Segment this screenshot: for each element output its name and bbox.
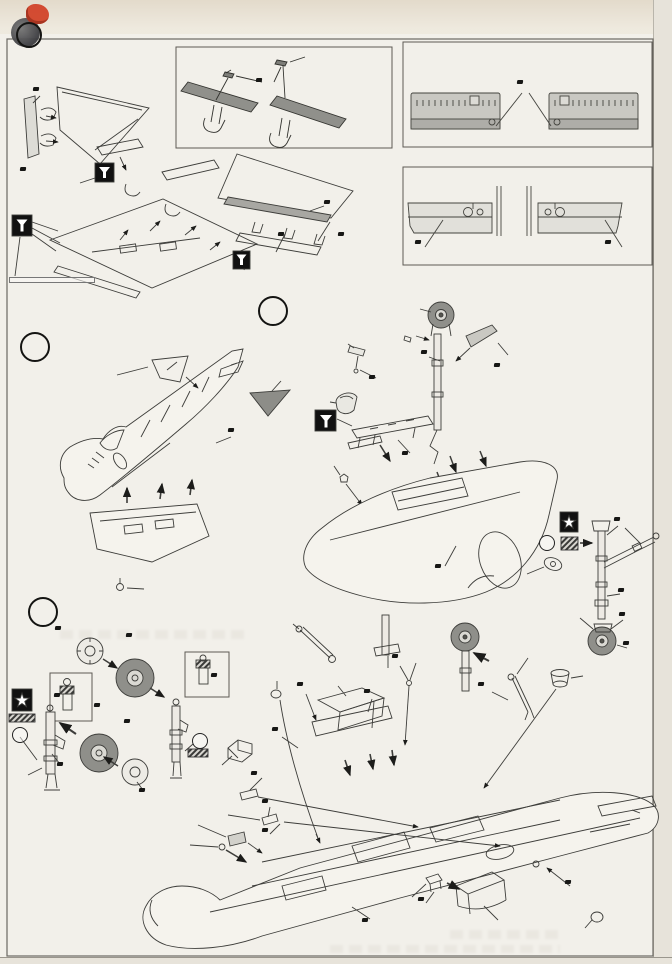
paint-badge-8 xyxy=(211,673,218,677)
paint-badge-316 xyxy=(619,612,626,616)
paint-badge-316 xyxy=(418,897,425,901)
drill-icon xyxy=(233,251,250,269)
paint-badge-316 xyxy=(228,428,235,432)
option-circle-18 xyxy=(12,727,28,743)
drill-icon xyxy=(315,410,336,431)
paint-badge-316 xyxy=(614,517,621,521)
frame-boxes xyxy=(50,42,652,721)
paint-badge-8 xyxy=(618,588,625,592)
paint-badge-316 xyxy=(262,828,269,832)
paint-badge-316 xyxy=(55,626,62,630)
star-icon xyxy=(12,689,32,711)
paint-badge-327 xyxy=(517,80,524,84)
paint-badge-316 xyxy=(124,719,131,723)
paint-badge-137 xyxy=(126,633,133,637)
paint-badge-316 xyxy=(402,451,409,455)
paint-badge-137 xyxy=(94,703,101,707)
paint-badge-316 xyxy=(362,918,369,922)
paint-badge-8 xyxy=(297,682,304,686)
paint-badge-316 xyxy=(415,240,422,244)
drill-note-box xyxy=(9,277,95,283)
step-8-number xyxy=(258,296,288,326)
paint-badge-327 xyxy=(33,87,40,91)
step9-art xyxy=(9,615,658,948)
paint-badge-316 xyxy=(251,771,258,775)
paint-badge-137 xyxy=(623,641,630,645)
paint-badge-8 xyxy=(54,693,61,697)
step-7-number xyxy=(20,332,50,362)
paint-badge-327 xyxy=(20,167,27,171)
paint-badge-316 xyxy=(272,727,279,731)
step-9-number xyxy=(28,597,58,627)
drill-icon xyxy=(12,215,32,236)
paint-badge-316 xyxy=(494,363,501,367)
paint-badge-327 xyxy=(278,232,285,236)
paint-badge-316 xyxy=(605,240,612,244)
paint-badge-8 xyxy=(565,880,572,884)
step6-wing-art xyxy=(12,87,353,298)
paint-badge-47 xyxy=(392,654,399,658)
star-icon xyxy=(560,512,578,532)
step8-art xyxy=(304,302,659,655)
option-circle-18 xyxy=(192,733,208,749)
paint-badge-316 xyxy=(364,689,371,693)
step7-art xyxy=(60,349,290,591)
option-circle-19 xyxy=(539,535,555,551)
drill-icon xyxy=(95,163,114,182)
paint-badge-329 xyxy=(262,799,269,803)
paint-badge-327 xyxy=(256,78,263,82)
paint-badge-316 xyxy=(478,682,485,686)
watermark-logo xyxy=(2,1,98,49)
box1-art xyxy=(411,93,638,129)
paint-badge-316 xyxy=(57,762,64,766)
paint-badge-8 xyxy=(421,350,428,354)
paint-badge-316 xyxy=(369,375,376,379)
box2-art xyxy=(408,186,622,247)
watermark-thumb-icon xyxy=(26,4,49,24)
flap-box-art xyxy=(181,57,346,147)
step-6-number xyxy=(16,22,42,48)
paint-badge-327 xyxy=(324,200,331,204)
paint-badge-316 xyxy=(435,564,442,568)
paint-badge-316 xyxy=(139,788,146,792)
paint-badge-327 xyxy=(338,232,345,236)
